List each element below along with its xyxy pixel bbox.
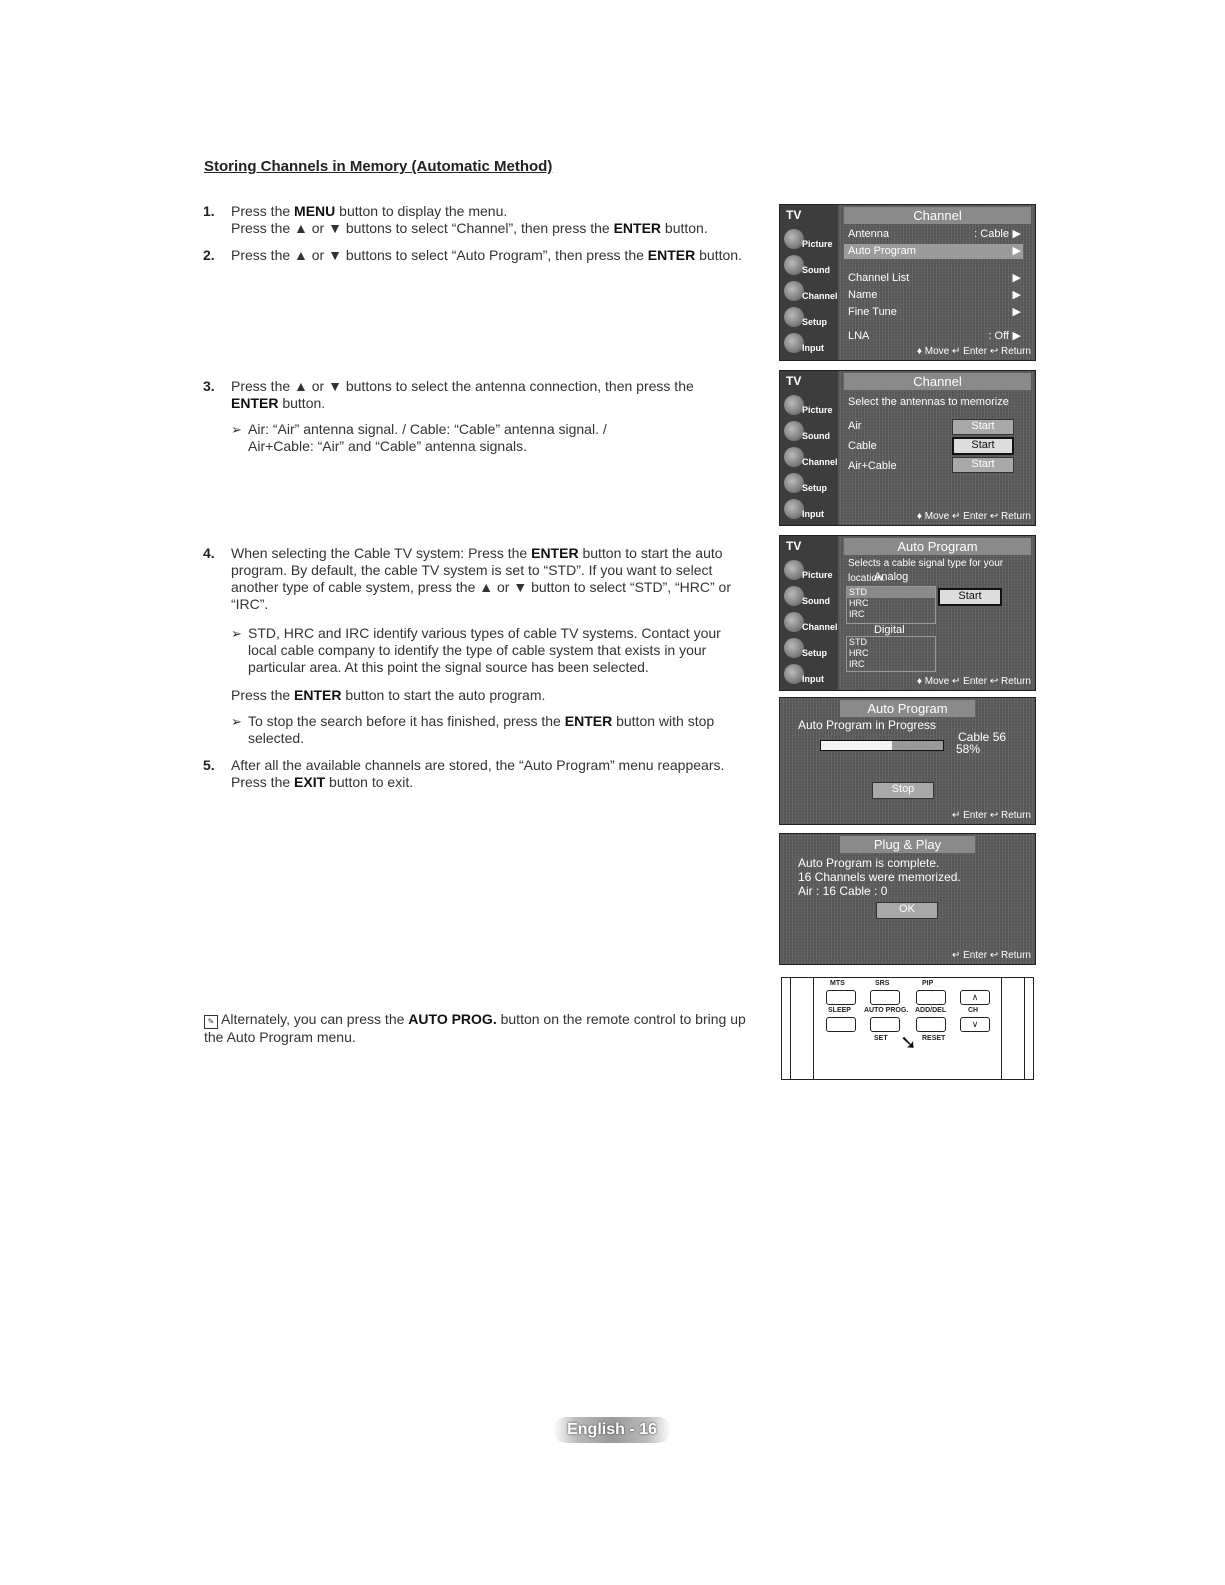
remote-label-sleep: SLEEP — [828, 1007, 851, 1014]
sidebar-item-channel: Channel — [784, 279, 834, 305]
page-title: Storing Channels in Memory (Automatic Method) — [204, 158, 553, 175]
progress-bar — [820, 740, 944, 751]
menu-row-antenna: Antenna : Cable ▶ — [848, 228, 1021, 240]
sleep-button — [826, 1017, 856, 1032]
antenna-row-air: Air — [848, 420, 862, 432]
screen-footer: ♦ Move ↵ Enter ↩ Return — [916, 511, 1031, 522]
ok-button: OK — [876, 902, 938, 919]
ch-up-icon: ∧ — [960, 990, 990, 1005]
screen-footer: ♦ Move ↵ Enter ↩ Return — [916, 676, 1031, 687]
sidebar-item-sound: Sound — [784, 584, 834, 610]
analog-label: Analog — [874, 571, 909, 583]
screen-auto-program-progress — [779, 697, 1036, 825]
screen-header: Auto Program — [840, 700, 975, 717]
sidebar-item-setup: Setup — [784, 471, 834, 497]
channel-icon — [784, 281, 804, 301]
screen-plug-and-play — [779, 833, 1036, 965]
progress-fill — [821, 741, 892, 750]
screen-header: Channel — [844, 373, 1031, 390]
sound-icon — [784, 421, 804, 441]
analog-opt-std: STD — [847, 587, 935, 598]
remote-label-srs: SRS — [875, 980, 890, 987]
analog-options — [846, 586, 936, 624]
progress-percent: 58% — [956, 742, 981, 756]
sidebar-item-channel: Channel — [784, 445, 834, 471]
input-icon — [784, 499, 804, 519]
step-2-text: Press the ▲ or ▼ buttons to select “Auto Program”, then press the ENTER button. — [231, 247, 742, 263]
remote-illustration — [781, 977, 1034, 1080]
sidebar-item-sound: Sound — [784, 419, 834, 445]
setup-icon — [784, 638, 804, 658]
digital-opt-std: STD — [849, 637, 867, 647]
step-3-number: 3. — [203, 378, 215, 394]
remote-label-set: SET — [874, 1035, 888, 1042]
tip-text: ✎ Alternately, you can press the AUTO PROG. button on the remote control to bring up the Auto Program menu. — [204, 1011, 746, 1045]
input-icon — [784, 333, 804, 353]
digital-label: Digital — [874, 624, 905, 636]
sidebar-item-setup: Setup — [784, 636, 834, 662]
antenna-row-air-cable: Air+Cable — [848, 460, 897, 472]
menu-row-lna: LNA : Off ▶ — [848, 330, 1021, 342]
step-2-number: 2. — [203, 247, 215, 263]
progress-subtitle: Auto Program in Progress — [798, 718, 937, 732]
sidebar-item-sound: Sound — [784, 253, 834, 279]
sidebar-item-setup: Setup — [784, 305, 834, 331]
picture-icon — [784, 229, 804, 249]
remote-label-mts: MTS — [830, 980, 845, 987]
tv-label: TV — [786, 208, 802, 222]
tv-sidebar — [780, 205, 838, 360]
remote-label-add-del: ADD/DEL — [915, 1007, 947, 1014]
complete-line-2: 16 Channels were memorized. — [798, 870, 961, 884]
picture-icon — [784, 395, 804, 415]
pip-button — [916, 990, 946, 1005]
tv-sidebar — [780, 536, 838, 690]
complete-line-3: Air : 16 Cable : 0 — [798, 884, 888, 898]
step-1-text: Press the MENU button to display the menu. Press the ▲ or ▼ buttons to select “Channel”, then press the ENTER button. — [231, 203, 708, 236]
start-button: Start — [938, 588, 1002, 606]
channel-icon — [784, 447, 804, 467]
start-button-air: Start — [952, 419, 1014, 435]
channel-icon — [784, 612, 804, 632]
setup-icon — [784, 307, 804, 327]
remote-label-auto-prog: AUTO PROG. — [864, 1007, 909, 1014]
tv-label: TV — [786, 374, 802, 388]
menu-row-fine-tune: Fine Tune ▶ — [848, 306, 1021, 318]
note-stop-search: ➢ To stop the search before it has finished, press the ENTER button with stop selected. — [231, 713, 715, 746]
step-5-number: 5. — [203, 757, 215, 773]
menu-row-auto-program: Auto Program ▶ — [844, 244, 1023, 259]
step-3-text: Press the ▲ or ▼ buttons to select the antenna connection, then press the ENTER button. — [231, 378, 694, 411]
screen-footer: ↵ Enter ↩ Return — [951, 950, 1031, 961]
sidebar-item-input: Input — [784, 331, 834, 357]
screen-subtitle: Select the antennas to memorize — [848, 396, 1009, 408]
screen-channel-menu — [779, 204, 1036, 361]
screen-footer: ↵ Enter ↩ Return — [951, 810, 1031, 821]
auto-prog-button — [870, 1017, 900, 1032]
page-footer: English - 16 — [553, 1417, 671, 1443]
sidebar-item-channel: Channel — [784, 610, 834, 636]
remote-label-ch: CH — [968, 1007, 979, 1014]
srs-button — [870, 990, 900, 1005]
screen-subtitle: Selects a cable signal type for your location. — [848, 558, 1004, 584]
screen-cable-type — [779, 535, 1036, 691]
menu-row-name: Name ▶ — [848, 289, 1021, 301]
step-4-start-text: Press the ENTER button to start the auto program. — [231, 687, 546, 703]
antenna-row-cable: Cable — [848, 440, 877, 452]
sound-icon — [784, 255, 804, 275]
sidebar-item-picture: Picture — [784, 393, 834, 419]
note-antenna: ➢ Air: “Air” antenna signal. / Cable: “Cable” antenna signal. / Air+Cable: “Air” and “Cable” antenna signals. — [231, 421, 607, 454]
digital-opt-hrc: HRC — [849, 648, 869, 658]
menu-row-channel-list: Channel List ▶ — [848, 272, 1021, 284]
sidebar-item-input: Input — [784, 497, 834, 523]
complete-line-1: Auto Program is complete. — [798, 856, 940, 870]
step-1-number: 1. — [203, 203, 215, 219]
sidebar-item-input: Input — [784, 662, 834, 688]
analog-opt-hrc: HRC — [849, 598, 869, 608]
add-del-button — [916, 1017, 946, 1032]
remote-label-reset: RESET — [922, 1035, 946, 1042]
screen-header: Plug & Play — [840, 836, 975, 853]
screen-header: Channel — [844, 207, 1031, 224]
ch-down-icon: ∨ — [960, 1017, 990, 1032]
analog-opt-irc: IRC — [849, 609, 865, 619]
mts-button — [826, 990, 856, 1005]
sidebar-item-picture: Picture — [784, 227, 834, 253]
stop-button: Stop — [872, 782, 934, 799]
input-icon — [784, 664, 804, 684]
progress-channel: Cable 56 — [958, 730, 1007, 744]
note-cable-types: ➢ STD, HRC and IRC identify various types of cable TV systems. Contact your local cable company to identify the type of cable system that exists in your particular area. At this point the signal source has been selected. — [231, 625, 721, 675]
sound-icon — [784, 586, 804, 606]
step-5-text: After all the available channels are stored, the “Auto Program” menu reappears. Press the EXIT button to exit. — [231, 757, 725, 790]
start-button-cable: Start — [952, 437, 1014, 455]
step-4-text: When selecting the Cable TV system: Press the ENTER button to start the auto program. By default, the cable TV system is set to “STD”. If you want to select another type of cable system, press the ▲ or ▼ button to select “STD”, “HRC” or “IRC”. — [231, 545, 732, 612]
digital-opt-irc: IRC — [849, 659, 865, 669]
setup-icon — [784, 473, 804, 493]
digital-options — [846, 636, 936, 672]
step-4-number: 4. — [203, 545, 215, 561]
remote-label-pip: PIP — [922, 980, 934, 987]
screen-header: Auto Program — [844, 538, 1031, 555]
start-button-air-cable: Start — [952, 457, 1014, 473]
tv-sidebar — [780, 371, 838, 525]
picture-icon — [784, 560, 804, 580]
tv-label: TV — [786, 539, 802, 553]
sidebar-item-picture: Picture — [784, 558, 834, 584]
note-icon: ✎ — [204, 1015, 218, 1029]
screen-antenna-select — [779, 370, 1036, 526]
screen-footer: ♦ Move ↵ Enter ↩ Return — [916, 346, 1031, 357]
pointer-arrow-icon: ➘ — [900, 1032, 917, 1054]
